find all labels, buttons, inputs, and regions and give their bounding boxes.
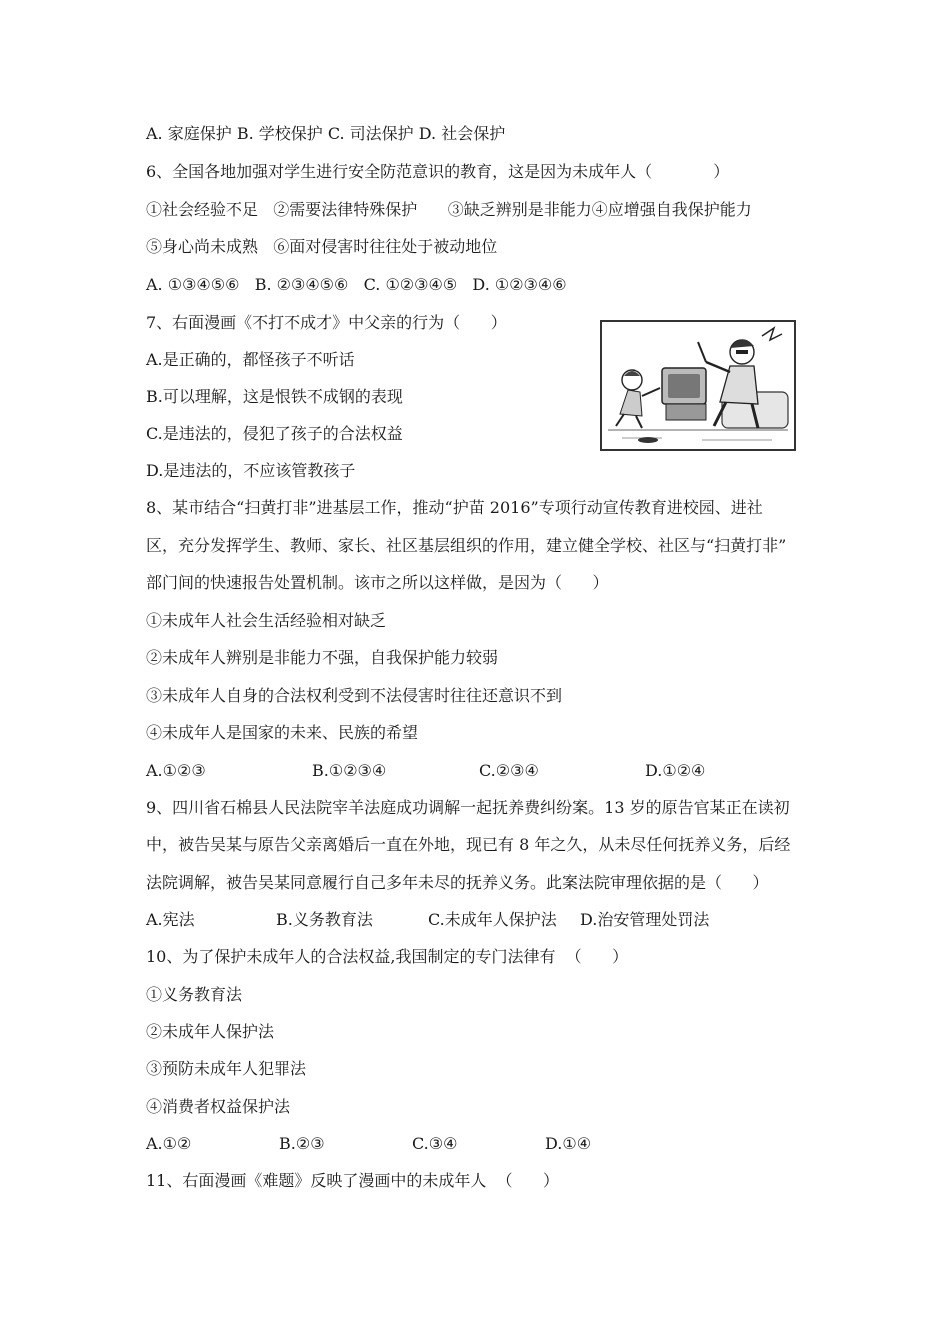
q7-option-b: B.可以理解，这是恨铁不成钢的表现 xyxy=(146,387,403,406)
q5-options: A. 家庭保护 B. 学校保护 C. 司法保护 D. 社会保护 xyxy=(146,124,506,143)
q8-statement-3: ③未成年人自身的合法权利受到不法侵害时往往还意识不到 xyxy=(146,686,563,705)
q7-option-c: C.是违法的，侵犯了孩子的合法权益 xyxy=(146,424,403,443)
q9-stem-3: 法院调解，被告吴某同意履行自己多年未尽的抚养义务。此案法院审理依据的是（ ） xyxy=(146,873,769,892)
q8-statement-4: ④未成年人是国家的未来、民族的希望 xyxy=(146,723,419,742)
q9-option-a: A.宪法 xyxy=(146,910,195,929)
q10-option-b: B.②③ xyxy=(279,1134,325,1153)
q8-option-c: C.②③④ xyxy=(479,761,539,780)
q10-option-c: C.③④ xyxy=(412,1134,458,1153)
q9-option-b: B.义务教育法 xyxy=(276,910,373,929)
q9-option-d: D.治安管理处罚法 xyxy=(580,910,710,929)
q8-stem-2: 区，充分发挥学生、教师、家长、社区基层组织的作用，建立健全学校、社区与“扫黄打非” xyxy=(146,536,787,555)
q7-option-d: D.是违法的，不应该管教孩子 xyxy=(146,461,356,480)
q6-options: A. ①③④⑤⑥ B. ②③④⑤⑥ C. ①②③④⑤ D. ①②③④⑥ xyxy=(146,275,567,294)
q8-option-d: D.①②④ xyxy=(645,761,706,780)
q10-option-a: A.①② xyxy=(146,1134,192,1153)
q8-stem-3: 部门间的快速报告处置机制。该市之所以这样做，是因为（ ） xyxy=(146,573,609,592)
q7-option-a: A.是正确的，都怪孩子不听话 xyxy=(146,350,355,369)
q8-stem-1: 8、某市结合“扫黄打非”进基层工作，推动“护苗 2016”专项行动宣传教育进校园、进社 xyxy=(146,498,763,517)
q8-statement-1: ①未成年人社会生活经验相对缺乏 xyxy=(146,611,387,630)
q10-stem: 10、为了保护未成年人的合法权益,我国制定的专门法律有 （ ） xyxy=(146,947,629,966)
cartoon-father-beating-child xyxy=(600,320,796,451)
q9-option-c: C.未成年人保护法 xyxy=(428,910,557,929)
q10-statement-3: ③预防未成年人犯罪法 xyxy=(146,1059,307,1078)
q9-stem-2: 中，被告吴某与原告父亲离婚后一直在外地，现已有 8 年之久，从未尽任何抚养义务，后经 xyxy=(146,835,791,854)
q8-statement-2: ②未成年人辨别是非能力不强，自我保护能力较弱 xyxy=(146,648,499,667)
q6-stem: 6、全国各地加强对学生进行安全防范意识的教育，这是因为未成年人（ ） xyxy=(146,162,730,181)
q9-stem-1: 9、四川省石棉县人民法院宰羊法庭成功调解一起抚养费纠纷案。13 岁的原告官某正在读初 xyxy=(146,798,790,817)
q11-stem: 11、右面漫画《难题》反映了漫画中的未成年人 （ ） xyxy=(146,1171,560,1190)
q8-option-a: A.①②③ xyxy=(146,761,206,780)
q8-option-b: B.①②③④ xyxy=(312,761,387,780)
q10-statement-1: ①义务教育法 xyxy=(146,985,243,1004)
q10-statement-4: ④消费者权益保护法 xyxy=(146,1097,291,1116)
q6-statements-1: ①社会经验不足 ②需要法律特殊保护 ③缺乏辨别是非能力④应增强自我保护能力 xyxy=(146,200,752,219)
q10-option-d: D.①④ xyxy=(545,1134,592,1153)
q10-statement-2: ②未成年人保护法 xyxy=(146,1022,275,1041)
q7-stem: 7、右面漫画《不打不成才》中父亲的行为（ ） xyxy=(146,313,507,332)
q6-statements-2: ⑤身心尚未成熟 ⑥面对侵害时往往处于被动地位 xyxy=(146,237,498,256)
